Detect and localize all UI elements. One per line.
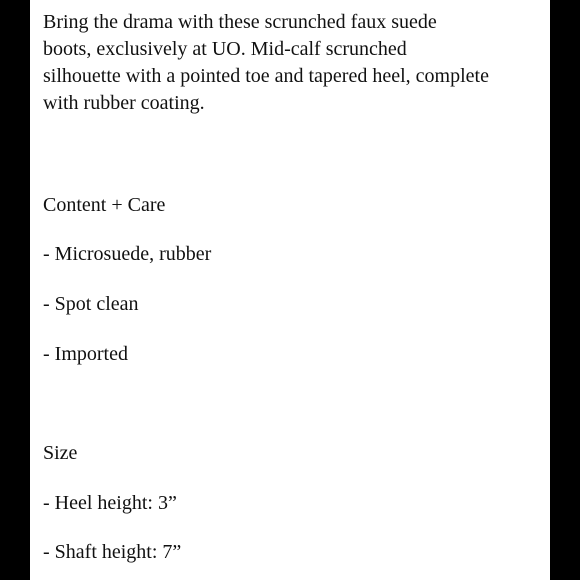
content-care-heading: Content + Care xyxy=(43,194,166,216)
size-item: - Heel height: 3” xyxy=(43,492,177,514)
description-line: with rubber coating. xyxy=(43,92,205,114)
description-line: Bring the drama with these scrunched faux suede xyxy=(43,11,437,33)
description-line: silhouette with a pointed toe and tapered heel, complete xyxy=(43,65,489,87)
content-care-item: - Microsuede, rubber xyxy=(43,243,212,265)
description-line: boots, exclusively at UO. Mid-calf scrunched xyxy=(43,38,407,60)
content-care-item: - Spot clean xyxy=(43,293,139,315)
product-description xyxy=(43,9,543,117)
size-item: - Shaft height: 7” xyxy=(43,541,182,563)
size-heading: Size xyxy=(43,442,78,464)
content-care-item: - Imported xyxy=(43,343,128,365)
product-description-panel xyxy=(30,0,550,580)
